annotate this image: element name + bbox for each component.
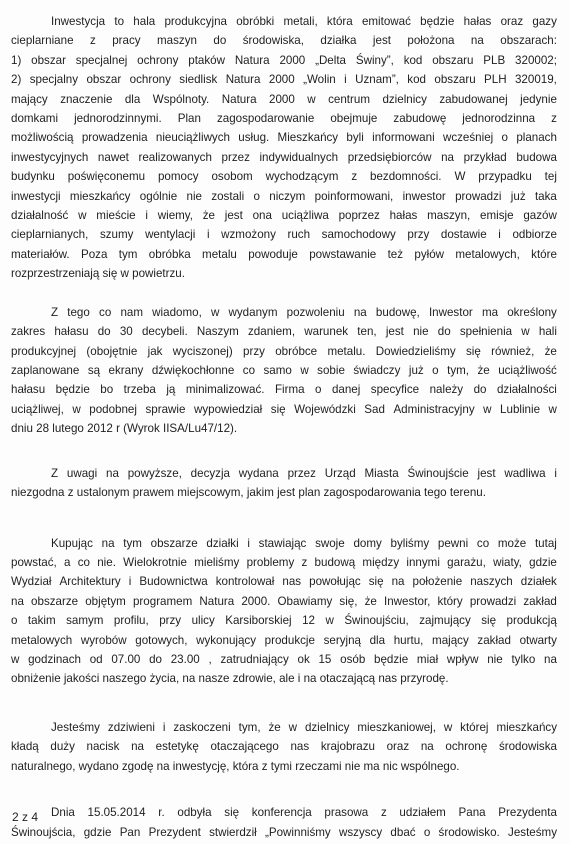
paragraph-gap (11, 283, 557, 302)
paragraph (11, 718, 557, 776)
paragraph (11, 534, 557, 689)
text-line: Wydział Architektury i Budownictwa kontrolował nas powołując się na położenie naszych działek (11, 575, 557, 589)
text-line: inwestycji mieszkańcy ogólnie nie zostali o niczym poinformowani, inwestor prowadzi już taka (11, 189, 557, 203)
paragraph-gap (11, 439, 557, 464)
text-line: naturalnego, wydano zgodę na inwestycję, która z tymi rzeczami nie ma nic wspólnego. (11, 759, 460, 773)
text-line: obniżenie jakości naszego życia, na nasze zdrowie, ale i na otaczającą nas przyrodę. (11, 672, 449, 686)
document-body (11, 12, 557, 842)
paragraph-gap (11, 503, 557, 534)
paragraph (11, 464, 557, 503)
text-line: materiałów. Poza tym obróbka metalu powoduje powstawanie też pyłów metalowych, które (11, 247, 557, 261)
text-line: Inwestycja to hala produkcyjna obróbki metali, która emitować będzie hałas oraz gazy (51, 15, 557, 28)
paragraph (11, 12, 557, 283)
text-line: Jesteśmy zdziwieni i zaskoczeni tym, że w dzielnicy mieszkaniowej, w której mieszkańcy (51, 720, 557, 734)
paragraph (11, 303, 557, 439)
text-line: zakres hałasu do 30 decybeli. Naszym zdaniem, warunek ten, jest nie do spełnienia w hali (11, 325, 557, 339)
text-line: w godzinach od 07.00 do 23.00 , zatrudniający ok 15 osób będzie miał wpływ nie tylko na (11, 652, 557, 666)
text-line: rozprzestrzeniają się w powietrzu. (11, 267, 185, 281)
text-line: uciążliwej, w podobnej sprawie wypowiedział się Wojewódzki Sad Administracyjny w Lublinie w (11, 402, 557, 416)
text-line: działalność w mieście i wiemy, że jest ona uciążliwa poprzez hałas maszyn, emisje gazów (11, 208, 557, 222)
text-line: hałasu będzie bo trzeba ją minimalizować. Firma o danej specyfice należy do działalności (11, 383, 557, 397)
text-line: budynku poświęconemu pomocy osobom wychodzącym z bezdomności. W przypadku tej (11, 170, 557, 184)
text-line: na obszarze objętym programem Natura 2000. Obawiamy się, że Inwestor, który prowadzi zakład (11, 594, 557, 608)
text-line: powstać, a co nie. Wielokrotnie mieliśmy problemy z budową między innymi garażu, wiaty, gdzie (11, 556, 557, 570)
text-line: Z tego co nam wiadomo, w wydanym pozwoleniu na budowę, Inwestor ma określony (51, 305, 557, 319)
text-line: kładą duży nacisk na estetykę otaczającego nas krajobrazu oraz na ochronę środowiska (11, 740, 557, 754)
text-line: metalowych wyrobów gotowych, wykonujący produkcje seryjną dla hurtu, mający zakład otwarty (11, 633, 557, 647)
text-line: zaplanowane są ekrany dźwiękochłonne co samo w sobie świadczy już o tym, że uciążliwość (11, 364, 557, 378)
paragraph-gap (11, 689, 557, 718)
text-line: domkami jednorodzinnymi. Plan zagospodarowanie obejmuje zabudowę jednorodzinna z (11, 111, 557, 125)
page-number: 2 z 4 (12, 810, 39, 824)
text-line: możliwością prowadzenia nieuciążliwych usług. Mieszkańcy byli informowani wcześniej o planach (11, 131, 557, 145)
text-line: Dnia 15.05.2014 r. odbyła się konferencja prasowa z udziałem Pana Prezydenta (51, 806, 557, 820)
text-line: cieplarniane z pracy maszyn do środowiska, działka jest położona na obszarach: (11, 34, 557, 48)
text-line: o takim samym profilu, przy ulicy Karsiborskiej 12 w Świnoujściu, zajmujący się produkcją (11, 614, 557, 628)
paragraph-gap (11, 776, 557, 803)
text-line: 2) specjalny obszar ochrony siedlisk Natura 2000 „Wolin i Uznam”, kod obszaru PLH 320019, (11, 73, 557, 87)
text-line: 1) obszar specjalnej ochrony ptaków Natura 2000 „Delta Świny”, kod obszaru PLB 320002; (11, 53, 557, 67)
text-line: Kupując na tym obszarze działki i stawiając swoje domy byliśmy pewni co może tutaj (51, 536, 557, 550)
text-line: cieplarnianych, szumy wentylacji i wzmożony ruch samochodowy przy dostawie i odbiorze (11, 228, 557, 242)
text-line: inwestycyjnych nawet realizowanych przez indywidualnych przedsiębiorców na przykład budowa (11, 150, 557, 164)
paragraph (11, 803, 557, 842)
text-line: Świnoujścia, gdzie Pan Prezydent stwierdził „Powinniśmy wszyscy dbać o środowisko. Jesteśmy (11, 825, 557, 839)
text-line: produkcyjnej (obojętnie jak wyciszonej) przy obróbce metalu. Dowiedzieliśmy się również, że (11, 344, 557, 358)
text-line: Z uwagi na powyższe, decyzja wydana przez Urząd Miasta Świnoujście jest wadliwa i (51, 466, 557, 480)
text-line: mający znaczenie dla Wspólnoty. Natura 2000 w centrum dzielnicy zabudowanej jedynie (11, 92, 557, 106)
text-line: dniu 28 lutego 2012 r (Wyrok IISA/Lu47/12). (11, 422, 238, 436)
text-line: niezgodna z ustalonym prawem miejscowym, jakim jest plan zagospodarowania tego terenu. (11, 486, 486, 500)
